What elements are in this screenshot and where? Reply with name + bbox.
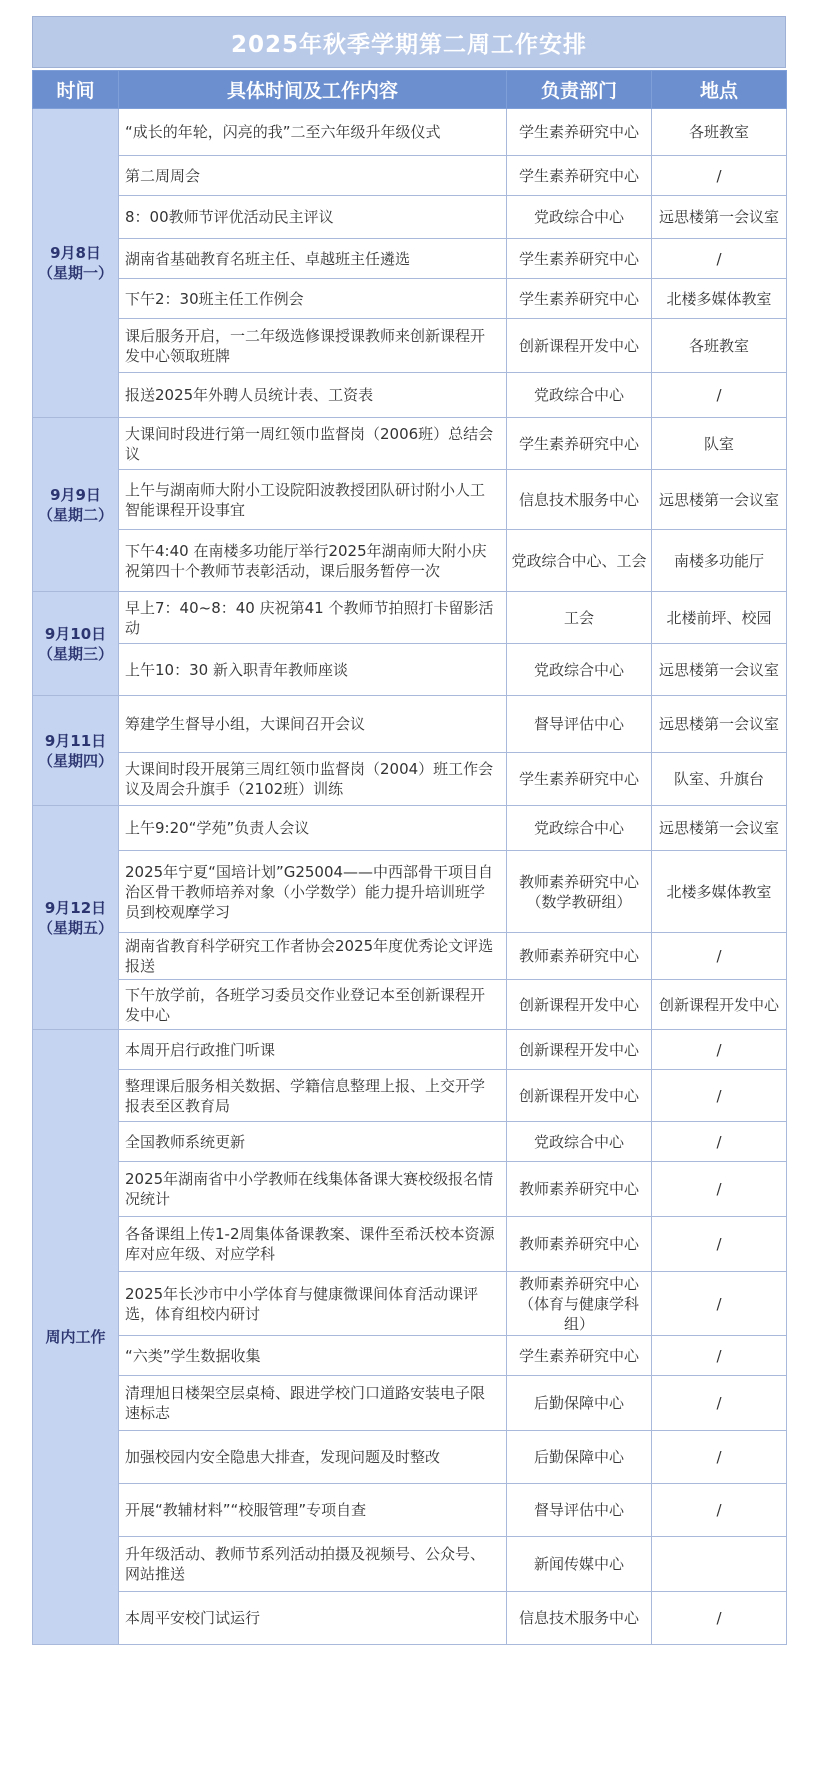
- schedule-body: [33, 109, 787, 1645]
- dept-cell: 工会: [507, 592, 652, 644]
- content-cell: 下午4:40 在南楼多功能厅举行2025年湖南师大附小庆祝第四十个教师节表彰活动，课后服务暂停一次: [119, 530, 507, 592]
- place-cell: [652, 1537, 787, 1592]
- dept-cell: 创新课程开发中心: [507, 1030, 652, 1070]
- header-row: [33, 71, 787, 109]
- content-cell: 2025年长沙市中小学体育与健康微课间体育活动课评选，体育组校内研讨: [119, 1272, 507, 1336]
- header-time: 时间: [33, 71, 119, 109]
- dept-cell: 后勤保障中心: [507, 1431, 652, 1484]
- place-cell: 北楼多媒体教室: [652, 851, 787, 933]
- content-cell: 8：00教师节评优活动民主评议: [119, 196, 507, 239]
- table-row: [33, 279, 787, 319]
- dept-cell: 创新课程开发中心: [507, 980, 652, 1030]
- content-cell: 大课间时段进行第一周红领巾监督岗（2006班）总结会议: [119, 418, 507, 470]
- table-row: [33, 1376, 787, 1431]
- dept-cell: 教师素养研究中心: [507, 1162, 652, 1217]
- content-cell: 筹建学生督导小组，大课间召开会议: [119, 696, 507, 753]
- place-cell: /: [652, 239, 787, 279]
- content-cell: 本周平安校门试运行: [119, 1592, 507, 1645]
- time-label: 9月10日 （星期三）: [37, 624, 113, 663]
- content-cell: 上午与湖南师大附小工设院阳波教授团队研讨附小人工智能课程开设事宜: [119, 470, 507, 530]
- place-cell: /: [652, 156, 787, 196]
- time-label: 9月8日 （星期一）: [37, 244, 113, 282]
- time-label: 9月11日 （星期四）: [37, 731, 113, 770]
- place-cell: /: [652, 1431, 787, 1484]
- place-cell: 北楼多媒体教室: [652, 279, 787, 319]
- table-row: [33, 644, 787, 696]
- table-row: [33, 418, 787, 470]
- dept-cell: 教师素养研究中心: [507, 933, 652, 980]
- table-row: [33, 753, 787, 806]
- content-cell: “成长的年轮，闪亮的我”二至六年级升年级仪式: [119, 109, 507, 156]
- table-row: [33, 980, 787, 1030]
- dept-cell: 学生素养研究中心: [507, 753, 652, 806]
- schedule-table: [32, 70, 787, 1645]
- dept-cell: 学生素养研究中心: [507, 279, 652, 319]
- place-cell: 南楼多功能厅: [652, 530, 787, 592]
- content-cell: 湖南省基础教育名班主任、卓越班主任遴选: [119, 239, 507, 279]
- time-label: 9月12日 （星期五）: [37, 898, 113, 937]
- place-cell: /: [652, 1070, 787, 1122]
- content-cell: 上午9:20“学苑”负责人会议: [119, 806, 507, 851]
- table-row: [33, 1070, 787, 1122]
- place-cell: 北楼前坪、校园: [652, 592, 787, 644]
- content-cell: 清理旭日楼架空层桌椅、跟进学校门口道路安装电子限速标志: [119, 1376, 507, 1431]
- header-content: 具体时间及工作内容: [119, 71, 507, 109]
- table-row: [33, 1122, 787, 1162]
- dept-cell: 党政综合中心: [507, 373, 652, 418]
- content-cell: 升年级活动、教师节系列活动拍摄及视频号、公众号、网站推送: [119, 1537, 507, 1592]
- table-row: [33, 592, 787, 644]
- place-cell: 创新课程开发中心: [652, 980, 787, 1030]
- table-row: [33, 109, 787, 156]
- dept-cell: 后勤保障中心: [507, 1376, 652, 1431]
- table-row: [33, 319, 787, 373]
- table-row: [33, 1162, 787, 1217]
- place-cell: /: [652, 1484, 787, 1537]
- dept-cell: 督导评估中心: [507, 1484, 652, 1537]
- time-cell: [33, 1030, 119, 1645]
- place-cell: /: [652, 1272, 787, 1336]
- table-row: [33, 933, 787, 980]
- content-cell: 全国教师系统更新: [119, 1122, 507, 1162]
- content-cell: 本周开启行政推门听课: [119, 1030, 507, 1070]
- dept-cell: 教师素养研究中心（体育与健康学科组）: [507, 1272, 652, 1336]
- dept-cell: 教师素养研究中心: [507, 1217, 652, 1272]
- time-label: 周内工作: [45, 1328, 106, 1346]
- place-cell: 远思楼第一会议室: [652, 196, 787, 239]
- header-dept: 负责部门: [507, 71, 652, 109]
- page-title: 2025年秋季学期第二周工作安排: [32, 16, 786, 68]
- content-cell: 湖南省教育科学研究工作者协会2025年度优秀论文评选报送: [119, 933, 507, 980]
- table-row: [33, 696, 787, 753]
- dept-cell: 教师素养研究中心（数学教研组）: [507, 851, 652, 933]
- table-row: [33, 1030, 787, 1070]
- time-cell: [33, 109, 119, 418]
- content-cell: 2025年宁夏“国培计划”G25004——中西部骨干项目自治区骨干教师培养对象（小学数学）能力提升培训班学员到校观摩学习: [119, 851, 507, 933]
- table-row: [33, 196, 787, 239]
- content-cell: “六类”学生数据收集: [119, 1336, 507, 1376]
- table-row: [33, 373, 787, 418]
- place-cell: 各班教室: [652, 319, 787, 373]
- table-row: [33, 239, 787, 279]
- dept-cell: 党政综合中心、工会: [507, 530, 652, 592]
- place-cell: /: [652, 373, 787, 418]
- dept-cell: 党政综合中心: [507, 1122, 652, 1162]
- place-cell: /: [652, 1217, 787, 1272]
- header-place: 地点: [652, 71, 787, 109]
- dept-cell: 学生素养研究中心: [507, 109, 652, 156]
- content-cell: 整理课后服务相关数据、学籍信息整理上报、上交开学报表至区教育局: [119, 1070, 507, 1122]
- place-cell: /: [652, 1122, 787, 1162]
- content-cell: 下午2：30班主任工作例会: [119, 279, 507, 319]
- content-cell: 课后服务开启，一二年级选修课授课教师来创新课程开发中心领取班牌: [119, 319, 507, 373]
- content-cell: 报送2025年外聘人员统计表、工资表: [119, 373, 507, 418]
- content-cell: 早上7：40~8：40 庆祝第41 个教师节拍照打卡留影活动: [119, 592, 507, 644]
- table-row: [33, 1272, 787, 1336]
- time-cell: [33, 806, 119, 1030]
- dept-cell: 创新课程开发中心: [507, 1070, 652, 1122]
- time-cell: [33, 592, 119, 696]
- time-cell: [33, 418, 119, 592]
- place-cell: /: [652, 1592, 787, 1645]
- place-cell: /: [652, 1336, 787, 1376]
- table-row: [33, 1484, 787, 1537]
- table-row: [33, 1431, 787, 1484]
- content-cell: 第二周周会: [119, 156, 507, 196]
- table-row: [33, 1592, 787, 1645]
- dept-cell: 创新课程开发中心: [507, 319, 652, 373]
- dept-cell: 新闻传媒中心: [507, 1537, 652, 1592]
- content-cell: 开展“教辅材料”“校服管理”专项自查: [119, 1484, 507, 1537]
- table-row: [33, 530, 787, 592]
- place-cell: 队室、升旗台: [652, 753, 787, 806]
- dept-cell: 学生素养研究中心: [507, 1336, 652, 1376]
- dept-cell: 学生素养研究中心: [507, 156, 652, 196]
- table-row: [33, 470, 787, 530]
- place-cell: 远思楼第一会议室: [652, 470, 787, 530]
- place-cell: /: [652, 1030, 787, 1070]
- place-cell: 队室: [652, 418, 787, 470]
- content-cell: 各备课组上传1-2周集体备课教案、课件至希沃校本资源库对应年级、对应学科: [119, 1217, 507, 1272]
- place-cell: /: [652, 933, 787, 980]
- dept-cell: 学生素养研究中心: [507, 239, 652, 279]
- place-cell: 远思楼第一会议室: [652, 806, 787, 851]
- table-row: [33, 1336, 787, 1376]
- content-cell: 大课间时段开展第三周红领巾监督岗（2004）班工作会议及周会升旗手（2102班）训练: [119, 753, 507, 806]
- dept-cell: 党政综合中心: [507, 806, 652, 851]
- content-cell: 加强校园内安全隐患大排查，发现问题及时整改: [119, 1431, 507, 1484]
- table-row: [33, 1217, 787, 1272]
- place-cell: /: [652, 1376, 787, 1431]
- dept-cell: 信息技术服务中心: [507, 1592, 652, 1645]
- table-row: [33, 806, 787, 851]
- dept-cell: 学生素养研究中心: [507, 418, 652, 470]
- content-cell: 上午10：30 新入职青年教师座谈: [119, 644, 507, 696]
- table-row: [33, 1537, 787, 1592]
- place-cell: 远思楼第一会议室: [652, 644, 787, 696]
- dept-cell: 党政综合中心: [507, 196, 652, 239]
- schedule-document: [32, 16, 786, 1645]
- table-row: [33, 156, 787, 196]
- content-cell: 下午放学前，各班学习委员交作业登记本至创新课程开发中心: [119, 980, 507, 1030]
- place-cell: 远思楼第一会议室: [652, 696, 787, 753]
- place-cell: 各班教室: [652, 109, 787, 156]
- content-cell: 2025年湖南省中小学教师在线集体备课大赛校级报名情况统计: [119, 1162, 507, 1217]
- dept-cell: 信息技术服务中心: [507, 470, 652, 530]
- time-cell: [33, 696, 119, 806]
- place-cell: /: [652, 1162, 787, 1217]
- dept-cell: 党政综合中心: [507, 644, 652, 696]
- dept-cell: 督导评估中心: [507, 696, 652, 753]
- time-label: 9月9日 （星期二）: [37, 485, 113, 524]
- table-row: [33, 851, 787, 933]
